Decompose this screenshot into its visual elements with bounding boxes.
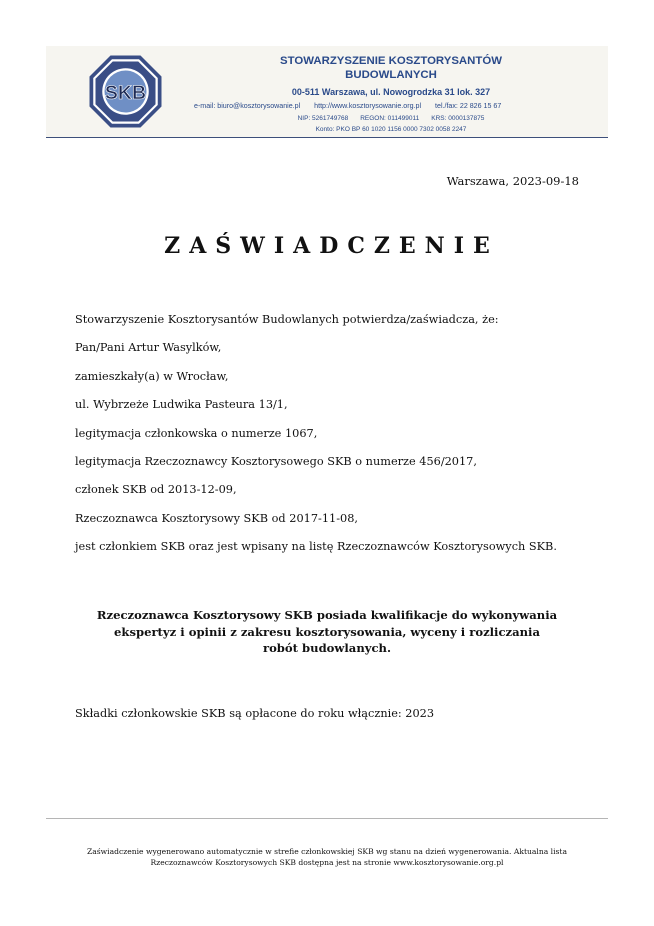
contact-line (194, 102, 594, 110)
body-line: legitymacja Rzeczoznawcy Kosztorysowego SKB o numerze 456/2017, (75, 454, 477, 468)
body-line: ul. Wybrzeże Ludwika Pasteura 13/1, (75, 398, 288, 412)
certificate-body (75, 313, 595, 569)
footer-divider (46, 818, 608, 819)
footer-note (46, 846, 608, 868)
org-name-line2: BUDOWLANYCH (345, 69, 437, 81)
registry-ids (191, 115, 591, 122)
body-line: zamieszkały(a) w Wrocław, (75, 369, 229, 383)
footer-line-2: Rzeczoznawców Kosztorysowych SKB dostępna jest na stronie www.kosztorysowanie.org.pl (150, 858, 504, 867)
org-krs: KRS: 0000137875 (431, 115, 485, 122)
qualification-statement: Rzeczoznawca Kosztorysowy SKB posiada kwalifikacje do wykonywania ekspertyz i opinii z zakresu kosztorysowania, wyceny i rozliczania robót budowlanych. (96, 608, 558, 655)
document-title: ZAŚWIADCZENIE (164, 233, 499, 259)
org-phone: tel./fax: 22 826 15 67 (435, 102, 502, 110)
logo-text: SKB (104, 82, 147, 104)
body-line: legitymacja członkowska o numerze 1067, (75, 426, 318, 440)
org-address: 00-511 Warszawa, ul. Nowogrodzka 31 lok. 327 (291, 87, 491, 97)
body-line: członek SKB od 2013-12-09, (75, 483, 237, 497)
document-date: Warszawa, 2023-09-18 (446, 174, 579, 188)
org-email[interactable]: e-mail: biuro@kosztorysowanie.pl (194, 102, 301, 110)
membership-fees-statement: Składki członkowskie SKB są opłacone do roku włącznie: 2023 (75, 707, 435, 720)
bank-account: Konto: PKO BP 60 1020 1156 0000 7302 0058 2247 (315, 126, 467, 133)
body-line: jest członkiem SKB oraz jest wpisany na listę Rzeczoznawców Kosztorysowych SKB. (75, 540, 557, 554)
body-line: Pan/Pani Artur Wasylków, (75, 341, 222, 355)
org-nip: NIP: 5261749768 (297, 115, 349, 122)
body-line: Rzeczoznawca Kosztorysowy SKB od 2017-11-08, (75, 511, 358, 525)
org-name-line1: STOWARZYSZENIE KOSZTORYSANTÓW (280, 55, 502, 67)
org-regon: REGON: 011499011 (360, 115, 420, 122)
skb-logo-icon (88, 54, 163, 129)
letterhead (46, 46, 608, 138)
footer-line-1: Zaświadczenie wygenerowano automatycznie w strefie członkowskiej SKB wg stanu na dzień wygenerowania. Aktualna lista (86, 847, 568, 856)
body-line: Stowarzyszenie Kosztorysantów Budowlanych potwierdza/zaświadcza, że: (75, 313, 499, 326)
header-divider (46, 137, 608, 138)
org-website[interactable]: http://www.kosztorysowanie.org.pl (314, 102, 422, 110)
